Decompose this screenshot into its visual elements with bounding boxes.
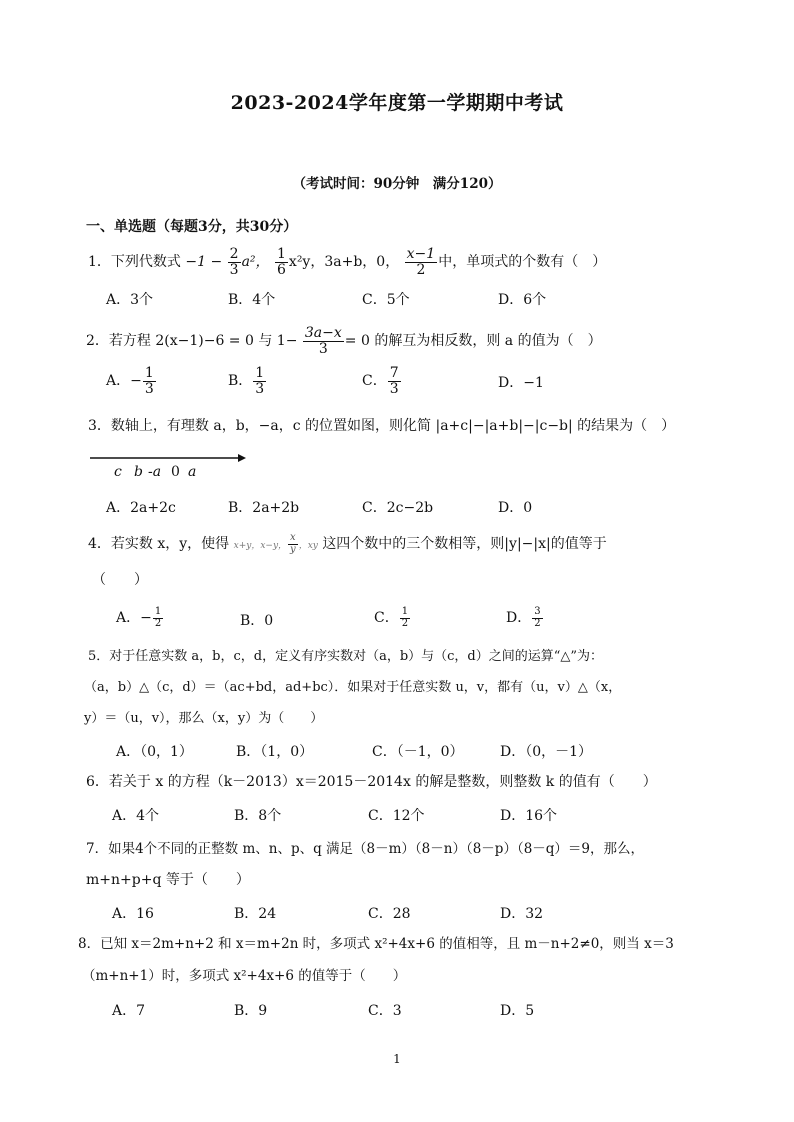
q4-a-frac <box>153 607 163 629</box>
q2-d-label: D． <box>498 375 524 391</box>
number-line <box>88 448 248 482</box>
q1-prefix: 1．下列代数式 <box>88 254 181 271</box>
q4-b-text: 0 <box>264 613 274 629</box>
q3-option-b: B．2a+2b <box>228 500 300 516</box>
nl-label-a: a <box>188 464 197 480</box>
q4-c-label: C． <box>374 610 399 626</box>
q8-option-d: D．5 <box>500 1003 535 1019</box>
q2-option-d <box>498 372 544 392</box>
q2-a-frac <box>143 366 156 396</box>
question-8-line-1: 8．已知 x＝2m+n+2 和 x＝m+2n 时，多项式 x²+4x+6 的值相等，且 m－n+2≠0，则当 x＝3 <box>78 936 674 952</box>
q2-b-num: 1 <box>255 365 265 381</box>
q4-a-label: A． <box>116 610 141 626</box>
question-2 <box>86 326 602 356</box>
question-1 <box>88 247 606 277</box>
q1-fraction-1 <box>228 247 241 277</box>
q2-d-text: −1 <box>523 375 544 391</box>
question-3: 3．数轴上，有理数 a，b，−a，c 的位置如图，则化简 |a+c|−|a+b|−|c−b| 的结果为（ ） <box>88 418 676 434</box>
q6-option-c: C．12个 <box>368 808 425 824</box>
q2-b-den: 3 <box>255 380 265 397</box>
q2-suffix: = 0 的解互为相反数，则 a 的值为（ ） <box>344 333 602 350</box>
q1-f3-num: x−1 <box>406 246 436 262</box>
q4-option-c <box>374 607 411 629</box>
q1-fraction-3 <box>405 247 438 277</box>
q5-option-a: A．（0，1） <box>116 744 193 760</box>
question-5-line-3: y）＝（u，v），那么（x，y）为（ ） <box>84 711 324 726</box>
q4-a-sign: − <box>140 610 152 626</box>
q2-c-den: 3 <box>389 380 399 397</box>
q1-f1-after: a²， <box>241 254 270 271</box>
q5-option-d: D．（0，－1） <box>500 744 593 760</box>
nl-label-neg-a: -a <box>148 464 162 480</box>
q4-faint-expr: x+y，x−y， <box>233 541 288 551</box>
q2-prefix: 2．若方程 2(x−1)−6 = 0 与 1− <box>86 333 298 350</box>
q1-fraction-2 <box>275 247 288 277</box>
q1-f1-num: 2 <box>229 246 239 262</box>
q1-option-c: C．5个 <box>362 292 410 308</box>
q1-option-a: A．3个 <box>106 292 154 308</box>
q4-f-den: y <box>290 543 296 555</box>
q1-f2-num: 1 <box>277 246 286 262</box>
q6-option-a: A．4个 <box>112 808 160 824</box>
q4-b-label: B． <box>240 613 265 629</box>
q2-f-num: 3a−x <box>304 325 342 341</box>
q4-f-num: x <box>288 533 298 545</box>
q8-option-a: A．7 <box>112 1003 146 1019</box>
q2-a-label: A． <box>106 373 131 390</box>
q2-fraction <box>303 326 344 356</box>
number-line-arrow <box>238 454 246 462</box>
question-4 <box>88 533 607 556</box>
question-6: 6．若关于 x 的方程（k－2013）x＝2015－2014x 的解是整数，则整数 k 的值有（ ） <box>86 774 657 790</box>
page-title: 2023-2024学年度第一学期期中考试 <box>230 92 564 114</box>
q4-c-den: 2 <box>401 617 409 629</box>
q4-faint-expr-2: ，xy <box>298 541 318 551</box>
q2-c-num: 7 <box>389 365 399 381</box>
nl-label-zero: 0 <box>171 464 180 480</box>
q6-option-b: B．8个 <box>234 808 282 824</box>
q2-option-a <box>106 366 157 396</box>
q2-b-label: B． <box>228 373 253 390</box>
q2-a-sign: − <box>130 373 142 390</box>
question-7-line-1: 7．如果4个不同的正整数 m、n、p、q 满足（8－m）（8－n）（8－p）（8－q）＝9，那么， <box>86 841 645 857</box>
q4-d-frac <box>532 607 542 629</box>
q7-option-a: A．16 <box>112 906 154 922</box>
q4-c-frac <box>400 607 410 629</box>
q4-c-num: 1 <box>401 606 409 617</box>
q7-option-c: C．28 <box>368 906 411 922</box>
question-5-line-1: 5．对于任意实数 a，b，c，d，定义有序实数对（a，b）与（c，d）之间的运算“△”为： <box>88 649 604 664</box>
q2-f-den: 3 <box>318 340 328 357</box>
exam-info: （考试时间：90分钟 满分120） <box>292 176 502 192</box>
q1-f2-den: 6 <box>277 261 286 278</box>
section-heading: 一、单选题（每题3分，共30分） <box>86 219 298 235</box>
page-number: 1 <box>393 1052 401 1066</box>
q8-option-b: B．9 <box>234 1003 268 1019</box>
q1-suffix: 中，单项式的个数有（ ） <box>438 254 607 271</box>
q1-expr-a: −1 − <box>185 254 223 271</box>
q2-b-frac <box>253 366 266 396</box>
q4-d-den: 2 <box>534 617 541 629</box>
q4-d-num: 3 <box>534 606 541 617</box>
q5-option-c: C．（－1，0） <box>372 744 464 760</box>
q4-text-b: 这四个数中的三个数相等，则|y|−|x|的值等于 <box>322 536 607 552</box>
q3-option-a: A．2a+2c <box>106 500 176 516</box>
q4-option-b <box>240 610 273 630</box>
q7-option-b: B．24 <box>234 906 277 922</box>
q4-answer-paren: （ ） <box>92 572 148 588</box>
q1-option-d: D．6个 <box>498 292 547 308</box>
q2-option-b <box>228 366 267 396</box>
q3-option-d: D．0 <box>498 500 533 516</box>
question-8-line-2: （m+n+1）时，多项式 x²+4x+6 的值等于（ ） <box>82 968 407 984</box>
q7-option-d: D．32 <box>500 906 544 922</box>
q4-a-den: 2 <box>154 617 162 629</box>
q2-a-den: 3 <box>144 380 154 397</box>
q1-option-b: B．4个 <box>228 292 276 308</box>
q2-option-c <box>362 366 402 396</box>
q8-option-c: C．3 <box>368 1003 402 1019</box>
q4-a-num: 1 <box>154 606 162 617</box>
q4-option-d <box>506 607 544 629</box>
question-7-line-2: m+n+p+q 等于（ ） <box>86 872 250 888</box>
q4-option-a <box>116 607 164 629</box>
q2-c-label: C． <box>362 373 387 390</box>
q4-text-a: 4．若实数 x，y，使得 <box>88 536 230 552</box>
q1-f3-den: 2 <box>416 261 426 278</box>
q2-c-frac <box>388 366 401 396</box>
q6-option-d: D．16个 <box>500 808 558 824</box>
nl-label-c: c <box>114 464 122 480</box>
q1-f1-den: 3 <box>229 261 239 278</box>
q2-a-num: 1 <box>144 365 154 381</box>
q4-fraction <box>288 533 298 555</box>
q5-option-b: B．（1，0） <box>236 744 314 760</box>
q4-d-label: D． <box>506 610 532 626</box>
nl-label-b: b <box>134 464 143 480</box>
question-5-line-2: （a，b）△（c，d）＝（ac+bd，ad+bc）．如果对于任意实数 u，v，都有（u，v）△（x， <box>84 680 622 695</box>
q1-f2-after: x²y，3a+b，0， <box>288 254 400 271</box>
q3-option-c: C．2c−2b <box>362 500 434 516</box>
